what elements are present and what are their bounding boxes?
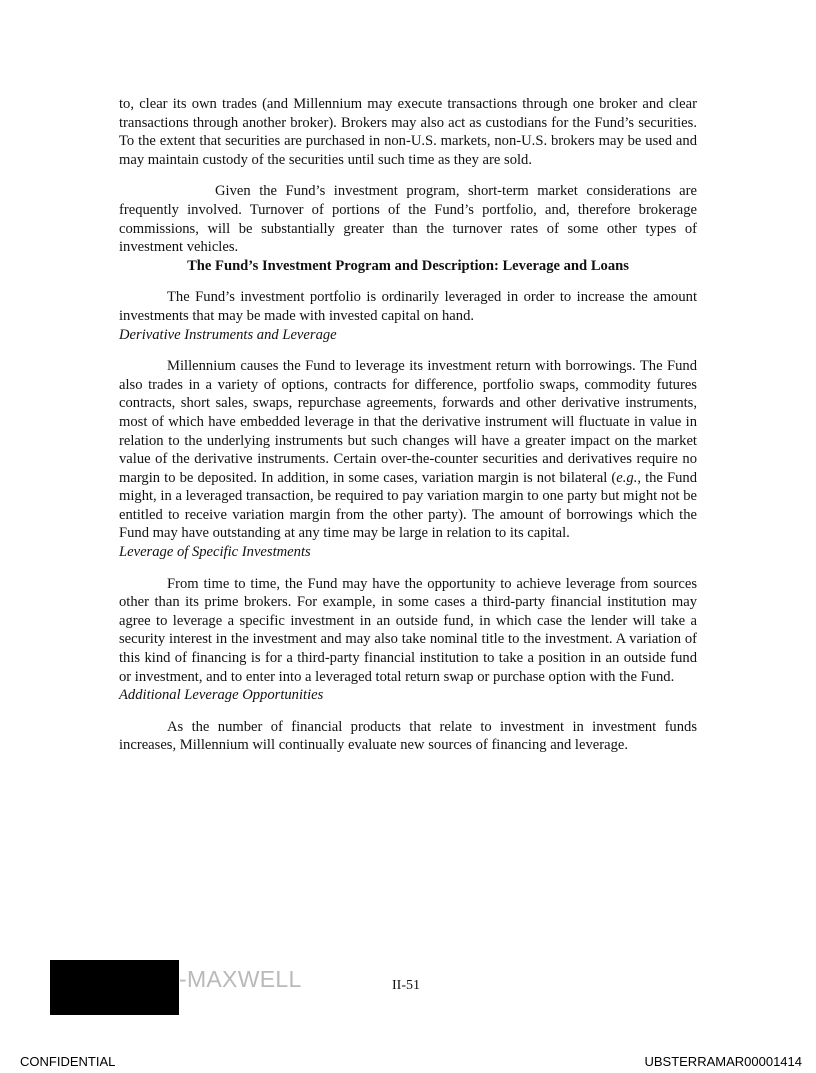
- bates-number: UBSTERRAMAR00001414: [644, 1054, 802, 1069]
- document-body: [119, 95, 697, 755]
- maxwell-stamp: -MAXWELL: [179, 966, 302, 992]
- paragraph-derivatives-eg: e.g.: [616, 469, 638, 486]
- page-number: II-51: [392, 978, 420, 993]
- paragraph-specific-investments: From time to time, the Fund may have the opportunity to achieve leverage from sources other than its prime brokers. For example, in some cases a third-party financial institution may agree to leverage a specific investment in an outside fund, in which case the lender will take a security interest in the investment and may also take nominal title to the investment. A variation of this kind of financing is for a third-party financial institution to take a position in an outside fund or investment, and to enter into a leveraged total return swap or purchase option with the Fund.: [119, 575, 697, 685]
- paragraph-turnover: Given the Fund’s investment program, short-term market considerations are frequently involved. Turnover of portions of the Fund’s portfolio, and, therefore brokerage commissions, will be substantially greater than the turnover rates of some other types of investment vehicles.: [119, 183, 697, 256]
- subheading-additional-opportunities: Additional Leverage Opportunities: [119, 687, 324, 704]
- paragraph-derivatives: [119, 357, 697, 543]
- paragraph-additional-opportunities: As the number of financial products that relate to investment in investment funds increases, Millennium will continually evaluate new sources of financing and leverage.: [119, 718, 697, 754]
- section-heading: The Fund’s Investment Program and Description: Leverage and Loans: [187, 257, 629, 274]
- paragraph-derivatives-part1: Millennium causes the Fund to leverage its investment return with borrowings. The Fund also trades in a variety of options, contracts for difference, portfolio swaps, commodity futures contracts, short sales, swaps, repurchase agreements, forwards and other derivative instruments, most of which have embedded leverage in that the derivative instrument will fluctuate in value in relation to the underlying instruments but such changes will have a greater impact on the market value of the derivative instruments. Certain over-the-counter securities and derivatives require no margin to be deposited. In addition, in some cases, variation margin is not bilateral (: [119, 358, 697, 486]
- paragraph-leveraged-portfolio: The Fund’s investment portfolio is ordinarily leveraged in order to increase the amount investments that may be made with invested capital on hand.: [119, 289, 697, 324]
- paragraph-derivatives-part2: , the Fund might, in a leveraged transaction, be required to pay variation margin to one party but might not be entitled to receive variation margin from the other party). The amount of borrowings which the Fund may have outstanding at any time may be large in relation to its capital.: [119, 469, 698, 542]
- paragraph-brokers: to, clear its own trades (and Millennium may execute transactions through one broker and clear transactions through another broker). Brokers may also act as custodians for the Fund’s securities. To the extent that securities are purchased in non-U.S. markets, non-U.S. brokers may be used and may maintain custody of the securities until such time as they are sold.: [119, 96, 697, 168]
- subheading-derivative-instruments: Derivative Instruments and Leverage: [119, 326, 337, 343]
- redaction-box: [50, 960, 179, 1015]
- confidential-label: CONFIDENTIAL: [20, 1054, 116, 1069]
- subheading-specific-investments: Leverage of Specific Investments: [119, 544, 311, 561]
